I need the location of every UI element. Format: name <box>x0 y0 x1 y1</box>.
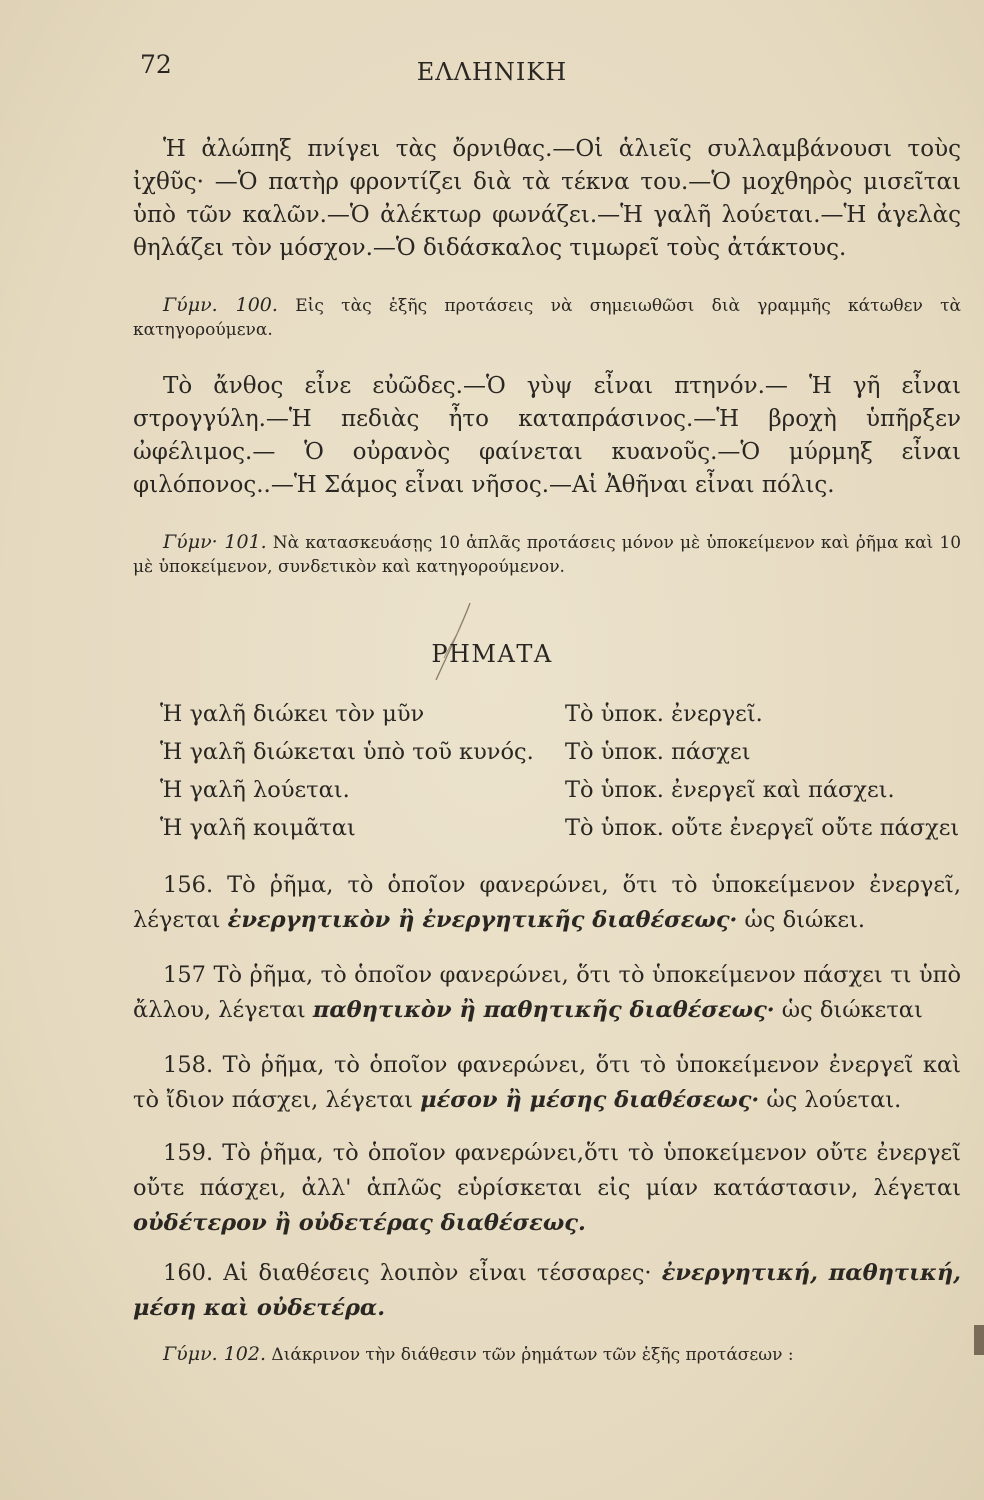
definition-example: ὡς διώκει. <box>744 907 866 933</box>
definition-number: 156. <box>163 872 214 898</box>
section-heading: ΡΗΜΑΤΑ <box>431 640 553 668</box>
definition-157 <box>133 958 961 1028</box>
verb-example-row <box>160 809 960 847</box>
exercise-102 <box>133 1342 961 1367</box>
definition-term: μέσον ἢ μέσης διαθέσεως· <box>420 1087 760 1113</box>
verb-example-sentence: Ἡ γαλῆ διώκει τὸν μῦν <box>160 701 425 727</box>
definition-term: οὐδέτερον ἢ οὐδετέρας διαθέσεως. <box>133 1210 586 1236</box>
definition-term: ἐνεργητικὸν ἢ ἐνεργητικῆς διαθέσεως· <box>227 907 738 933</box>
definition-text <box>133 1048 961 1118</box>
definition-text <box>133 958 961 1028</box>
definition-body: Τὸ ῥῆμα, τὸ ὁποῖον φανερώνει, ὅτι τὸ ὑποκείμενον ἐνεργεῖ καὶ τὸ ἴδιον πάσχει, λέγεται <box>133 1052 961 1113</box>
exercise-100-sentences <box>133 370 961 502</box>
definition-text <box>133 868 961 938</box>
running-head: ΕΛΛΗΝΙΚΗ <box>416 58 568 86</box>
definition-number: 160. <box>163 1260 214 1286</box>
verb-example-note: Τὸ ὑποκ. οὔτε ἐνεργεῖ οὔτε πάσχει <box>565 815 960 841</box>
exercise-100-label: Γύμν. 100. <box>163 294 278 316</box>
verb-example-note: Τὸ ὑποκ. πάσχει <box>565 739 751 765</box>
exercise-102-text: Διάκρινον τὴν διάθεσιν τῶν ῥημάτων τῶν ἑξῆς προτάσεων : <box>271 1345 794 1365</box>
exercise-101-label: Γύμν· 101. <box>163 531 267 553</box>
verb-example-table <box>160 695 960 847</box>
exercise-100-text: Εἰς τὰς ἑξῆς προτάσεις νὰ σημειωθῶσι διὰ γραμμῆς κάτωθεν τὰ κατηγορούμενα. <box>133 296 962 340</box>
definition-body: Τὸ ῥῆμα, τὸ ὁποῖον φανερώνει, ὅτι τὸ ὑποκείμενον πάσχει τι ὑπὸ ἄλλου, λέγεται <box>133 962 961 1023</box>
verb-example-row <box>160 733 960 771</box>
exercise-102-instruction <box>133 1342 961 1367</box>
intro-paragraph <box>133 133 961 265</box>
definition-text <box>133 1256 961 1326</box>
exercise-101 <box>133 530 961 579</box>
verb-example-sentence: Ἡ γαλῆ διώκεται ὑπὸ τοῦ κυνός. <box>160 739 534 765</box>
definition-example: ὡς διώκεται <box>781 997 923 1023</box>
verb-example-row <box>160 695 960 733</box>
definition-160 <box>133 1256 961 1326</box>
exercise-100 <box>133 293 961 342</box>
definition-body: Τὸ ῥῆμα, τὸ ὁποῖον φανερώνει, ὅτι τὸ ὑποκείμενον ἐνεργεῖ, λέγεται <box>133 872 962 933</box>
intro-text: Ἡ ἀλώπηξ πνίγει τὰς ὄρνιθας.—Οἱ ἁλιεῖς συλλαμβάνουσι τοὺς ἰχθῦς· —Ὁ πατὴρ φροντίζει διὰ τὰ τέκνα του.—Ὁ μοχθηρὸς μισεῖται ὑπὸ τῶν καλῶν.—Ὁ ἀλέκτωρ φωνάζει.—Ἡ γαλῆ λούεται.—Ἡ ἀγελὰς θηλάζει τὸν μόσχον.—Ὁ διδάσκαλος τιμωρεῖ τοὺς ἀτάκτους. <box>133 136 961 261</box>
definition-number: 158. <box>163 1052 214 1078</box>
definition-body: Αἱ διαθέσεις λοιπὸν εἶναι τέσσαρες· <box>223 1260 652 1286</box>
exercise-102-label: Γύμν. 102. <box>163 1343 267 1365</box>
verb-example-sentence: Ἡ γαλῆ λούεται. <box>160 777 350 803</box>
definition-term: ἐνεργητική, παθητική, μέση καὶ οὐδετέρα. <box>133 1260 962 1321</box>
definition-example: ὡς λούεται. <box>766 1087 902 1113</box>
definition-body: Τὸ ῥῆμα, τὸ ὁποῖον φανερώνει,ὅτι τὸ ὑποκείμενον οὔτε ἐνεργεῖ οὔτε πάσχει, ἀλλ' ἁπλῶς εὑρίσκεται εἰς μίαν κατάστασιν, λέγεται <box>133 1140 962 1201</box>
definition-number: 159. <box>163 1140 214 1166</box>
exercise-101-text: Νὰ κατασκευάσῃς 10 ἁπλᾶς προτάσεις μόνον μὲ ὑποκείμενον καὶ ῥῆμα καὶ 10 μὲ ὑποκείμενον, συνδετικὸν καὶ κατηγορούμενον. <box>133 533 962 577</box>
exercise-100-instruction <box>133 293 961 342</box>
exercise-101-instruction <box>133 530 961 579</box>
verb-example-note: Τὸ ὑποκ. ἐνεργεῖ καὶ πάσχει. <box>565 777 895 803</box>
definition-156 <box>133 868 961 938</box>
page-number: 72 <box>140 50 172 79</box>
page-edge-mark <box>974 1325 984 1355</box>
definition-158 <box>133 1048 961 1118</box>
definition-number: 157 <box>163 962 206 988</box>
exercise-100-sentence-text: Τὸ ἄνθος εἶνε εὐῶδες.—Ὁ γὺψ εἶναι πτηνόν.— Ἡ γῆ εἶναι στρογγύλη.—Ἡ πεδιὰς ἦτο καταπράσινος.—Ἡ βροχὴ ὑπῆρξεν ὠφέλιμος.— Ὁ οὐρανὸς φαίνεται κυανοῦς.—Ὁ μύρμηξ εἶναι φιλόπονος..—Ἡ Σάμος εἶναι νῆσος.—Αἱ Ἀθῆναι εἶναι πόλις. <box>133 373 961 498</box>
definition-term: παθητικὸν ἢ παθητικῆς διαθέσεως· <box>312 997 775 1023</box>
verb-example-note: Τὸ ὑποκ. ἐνεργεῖ. <box>565 701 763 727</box>
definition-159 <box>133 1136 961 1241</box>
verb-example-row <box>160 771 960 809</box>
definition-text <box>133 1136 961 1241</box>
verb-example-sentence: Ἡ γαλῆ κοιμᾶται <box>160 815 356 841</box>
